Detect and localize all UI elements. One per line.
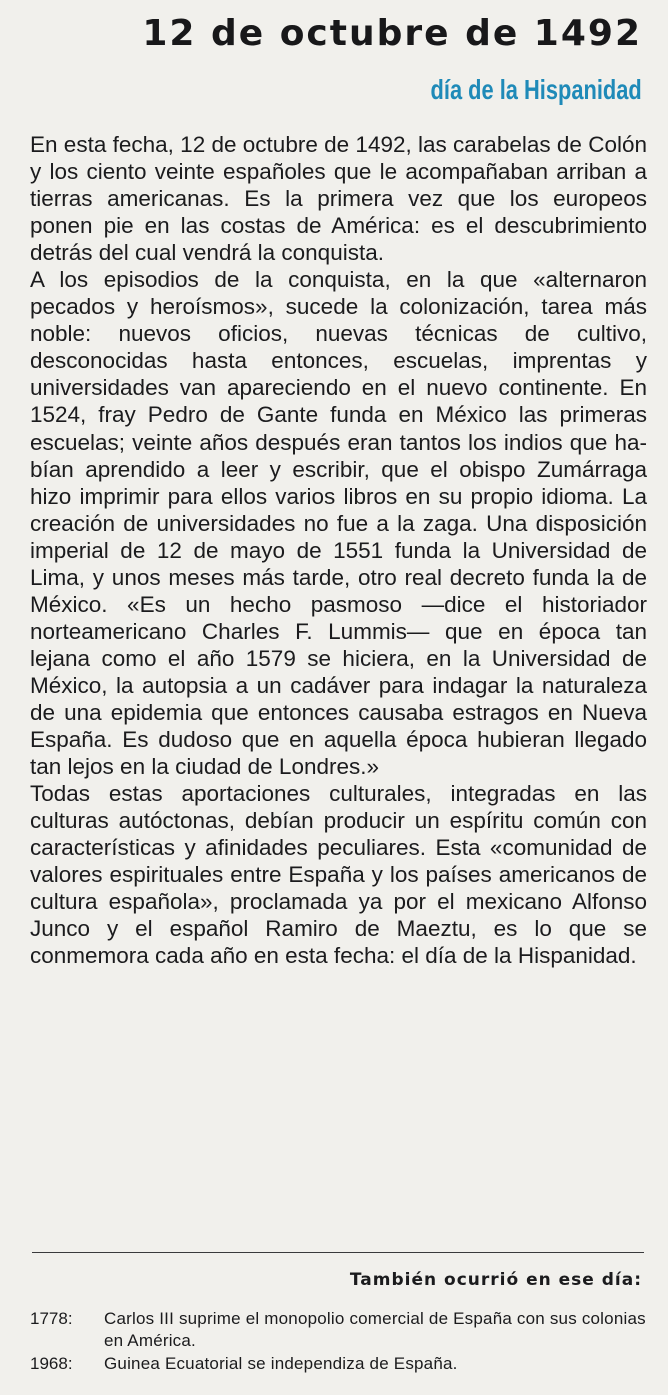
page-title: 12 de octubre de 1492 bbox=[142, 13, 642, 54]
article-paragraph: A los episodios de la conquista, en la que «alternaron pecados y heroísmos», sucede la colonización, tarea más noble: nuevos oficios, nuevas técnicas de cultivo, desconocidas hasta entonces, escuelas, imprentas y universidades van apareciendo en el nuevo continente. En 1524, fray Pedro de Gante funda en México las primeras escuelas; veinte años después eran tantos los indios que habían aprendido a leer y escribir, que el obispo Zumárraga hizo imprimir para ellos varios libros en su propio idioma. La creación de universidades no fue a la zaga. Una disposición imperial de 12 de mayo de 1551 funda la Universidad de Lima, y unos meses más tarde, otro real decreto funda la de México. «Es un hecho pasmoso —dice el historiador norteamericano Charles F. Lummis— que en época tan lejana como el año 1579 se hiciera, en la Universidad de México, la autopsia a un cadáver para indagar la naturaleza de una epidemia que entonces causaba estragos en Nueva España. Es dudoso que en aquella época hubieran llegado tan lejos en la ciudad de Londres.» bbox=[30, 267, 647, 780]
event-year: 1968: bbox=[30, 1354, 73, 1373]
page-subtitle: día de la Hispanidad bbox=[430, 74, 642, 105]
article-paragraph: Todas estas aportaciones culturales, integradas en las culturas autóctonas, debían producir un espíritu común con características y afinidades peculiares. Esta «comunidad de valores espirituales entre España y los países americanos de cultura española», proclamada ya por el mexicano Alfonso Junco y el español Ramiro de Maeztu, es lo que se conmemora cada año en esta fecha: el día de la Hispanidad. bbox=[30, 781, 647, 969]
event-year: 1778: bbox=[30, 1309, 73, 1328]
events-list bbox=[30, 1308, 650, 1377]
section-divider bbox=[32, 1252, 644, 1253]
article-body bbox=[30, 131, 647, 969]
article-paragraph: En esta fecha, 12 de octubre de 1492, las carabelas de Colón y los ciento veinte españoles que le acompañaban arriban a tierras americanas. Es la primera vez que los europeos ponen pie en las costas de América: es el descubrimiento detrás del cual vendrá la conquista. bbox=[30, 132, 647, 266]
event-item bbox=[30, 1308, 650, 1351]
event-text: Carlos III suprime el monopolio comercial de España con sus colonias en América. bbox=[104, 1309, 646, 1350]
event-text: Guinea Ecuatorial se independiza de España. bbox=[104, 1354, 458, 1373]
also-happened-heading: También ocurrió en ese día: bbox=[349, 1270, 642, 1290]
event-item bbox=[30, 1353, 650, 1375]
